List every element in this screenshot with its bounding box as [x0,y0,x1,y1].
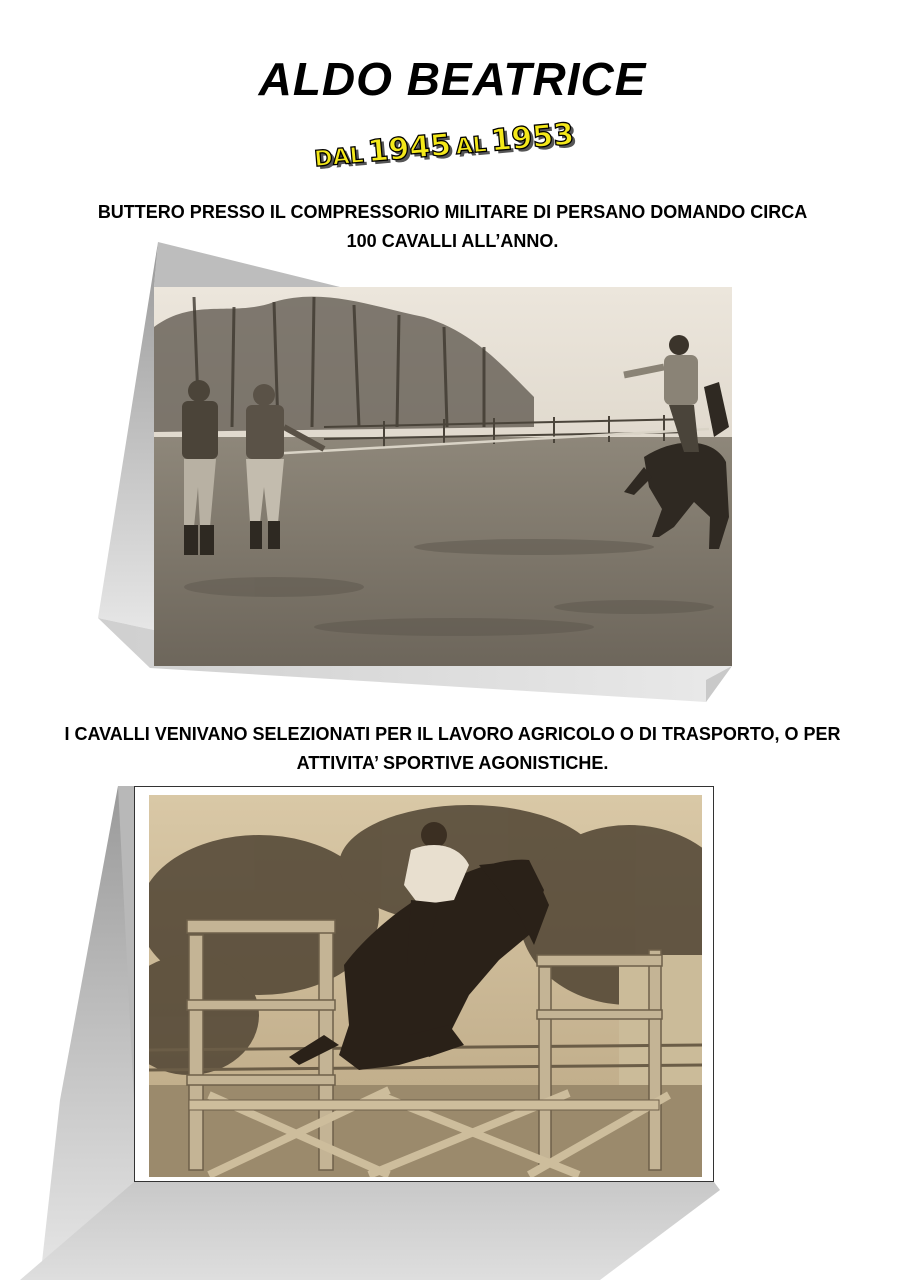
subtitle-year-end: 1953 [489,116,576,159]
horse-jumping-photo-icon [149,795,702,1177]
subtitle-al: AL [454,132,488,160]
page-title: ALDO BEATRICE [258,53,647,105]
caption-section1-line2: 100 CAVALLI ALL’ANNO. [346,231,559,251]
caption-section1-line1: BUTTERO PRESSO IL COMPRESSORIO MILITARE DI PERSANO DOMANDO CIRCA [97,202,808,222]
caption-section1 [40,198,865,256]
caption-section2-line1: I CAVALLI VENIVANO SELEZIONATI PER IL LAVORO AGRICOLO O DI TRASPORTO, O PER [64,724,841,744]
photo-horse-training [154,287,732,666]
subtitle-dal: DAL [313,143,365,173]
subtitle-year-start: 1945 [366,127,453,170]
photo-horse-jumping [149,795,702,1177]
caption-section2 [40,720,865,778]
horse-training-photo-icon [154,287,732,666]
caption-section2-line2: ATTIVITA’ SPORTIVE AGONISTICHE. [296,753,609,773]
